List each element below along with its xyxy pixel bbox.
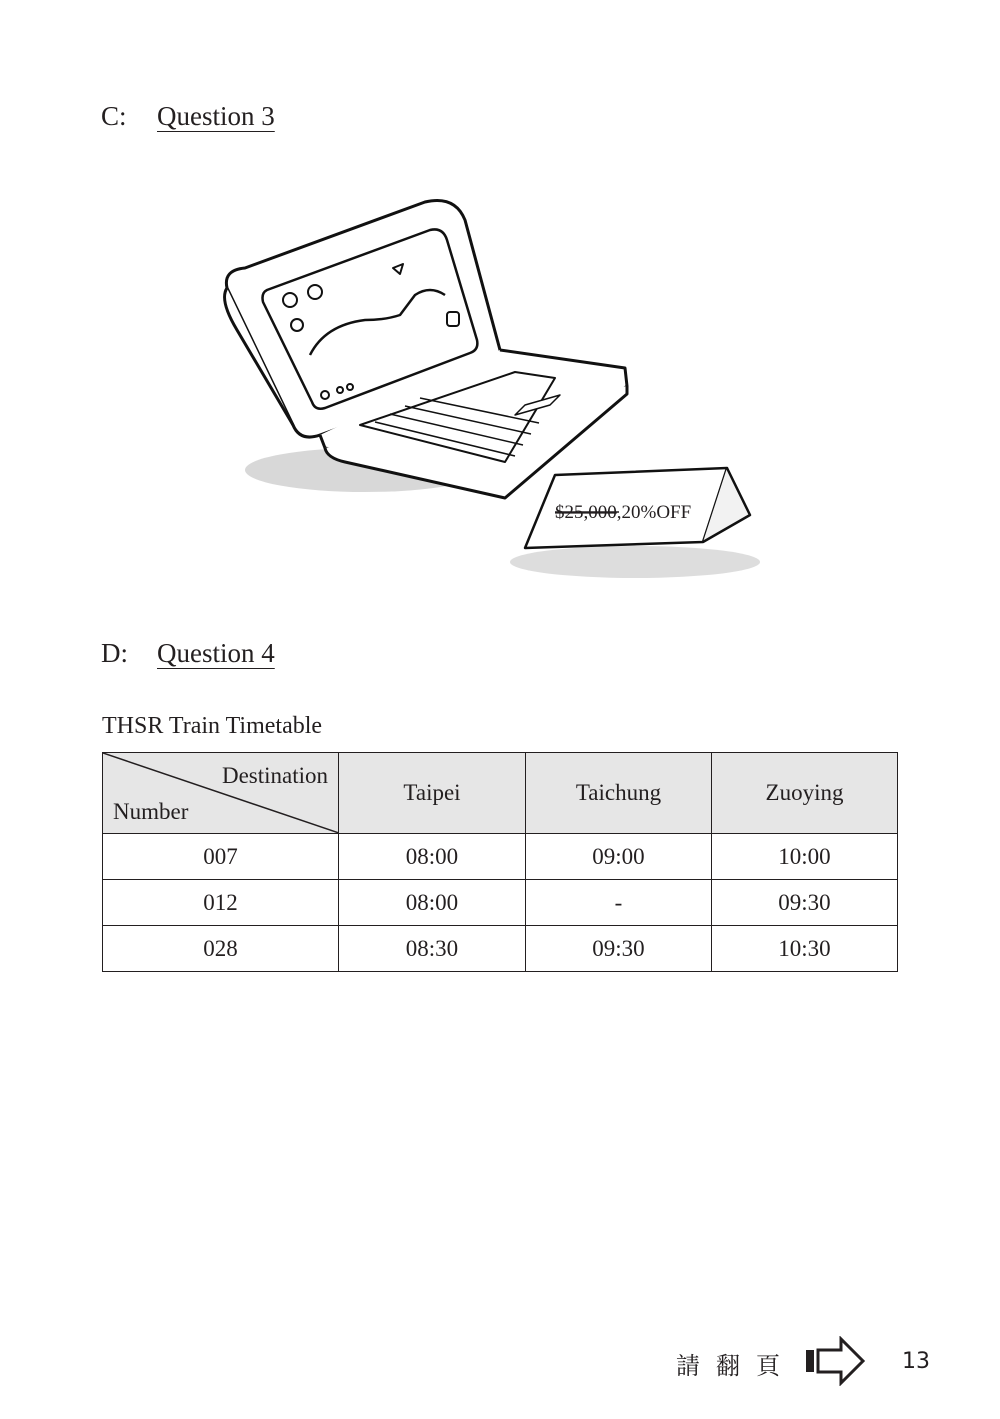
- time-cell: 09:30: [526, 926, 712, 972]
- table-row: [103, 880, 898, 926]
- time-cell: 08:00: [339, 834, 526, 880]
- destination-label: Destination: [221, 763, 328, 788]
- laptop-illustration: [215, 190, 775, 600]
- train-timetable: [102, 752, 898, 972]
- page-number: 13: [902, 1349, 930, 1374]
- turn-page-label: 請翻頁: [676, 1352, 796, 1380]
- time-cell: 09:00: [526, 834, 712, 880]
- table-title: THSR Train Timetable: [102, 713, 323, 739]
- section-heading-c: [101, 100, 275, 132]
- time-cell: 08:00: [339, 880, 526, 926]
- train-number-cell: 007: [103, 834, 339, 880]
- price-separator: ,: [616, 502, 622, 523]
- original-price: $25,000: [555, 502, 617, 523]
- section-heading-d: [101, 637, 275, 669]
- header-row: [103, 753, 898, 834]
- section-letter: C:: [101, 101, 127, 131]
- train-number-cell: 012: [103, 880, 339, 926]
- train-number-cell: 028: [103, 926, 339, 972]
- corner-header-cell: [103, 753, 339, 834]
- time-cell: 09:30: [712, 880, 898, 926]
- table-row: [103, 834, 898, 880]
- time-cell: 08:30: [339, 926, 526, 972]
- column-header: Taipei: [339, 753, 526, 834]
- column-header: Taichung: [526, 753, 712, 834]
- section-letter: D:: [101, 638, 128, 668]
- right-arrow-icon: [805, 1336, 867, 1386]
- number-label: Number: [113, 799, 189, 824]
- laptop-icon: [225, 200, 627, 498]
- time-cell: -: [526, 880, 712, 926]
- question-title: Question 3: [157, 101, 275, 131]
- discount-label: 20%OFF: [621, 502, 692, 523]
- question-title: Question 4: [157, 638, 275, 668]
- table-row: [103, 926, 898, 972]
- time-cell: 10:30: [712, 926, 898, 972]
- column-header: Zuoying: [712, 753, 898, 834]
- time-cell: 10:00: [712, 834, 898, 880]
